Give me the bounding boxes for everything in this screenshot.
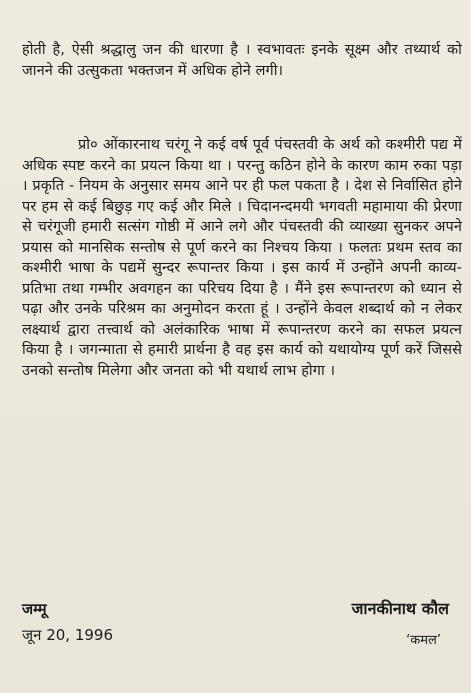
paragraph-main: प्रो० ओंकारनाथ चरंगू ने कई वर्ष पूर्व पंचस्तवी के अर्थ को कश्मीरी पद्य में अधिक स्पष्ट करने का प्रयत्न किया था । परन्तु कठिन होने के कारण काम रुका पड़ा । प्रकृति - नियम के अनुसार समय आने पर ही फल पकता है । देश से निर्वासित होने पर हम से कई बिछुड़ गए कई और मिले । चिदानन्दमयी भगवती महामाया की प्रेरणा से चरंगूजी हमारी सत्संग गोष्ठी में आने लगे और पंचस्तवी की व्याख्या सुनकर अपने प्रयास को मानसिक सन्तोष से पूर्ण करने का निश्चय किया । फलतः प्रथम स्तव का कश्मीरी भाषा के पद्यमें सुन्दर रूपान्तर किया । इस कार्य में उन्होंने अपनी काव्य-प्रतिभा तथा गम्भीर अवगहन का परिचय दिया है । मैंने इस रूपान्तरण को ध्यान से पढ़ा और उनके परिश्रम का अनुमोदन करता हूं । उन्होंने केवल शब्दार्थ को न लेकर लक्ष्यार्थ द्वारा तत्त्वार्थ को अलंकारिक भाषा में रूपान्तरण करने का सफल प्रयत्न किया है । जगन्माता से हमारी प्रार्थना है वह इस कार्य को यथायोग्य पूर्ण करें जिससे उनको सन्तोष मिलेगा और जनता को भी यथार्थ लाभ होगा । (22, 137, 462, 379)
signature-place: जम्मू (22, 600, 47, 618)
signature-date: जून 20, 1996 (22, 626, 114, 644)
signature-name: जानकीनाथ कौल (351, 599, 449, 618)
signature-pen-name: ‘कमल’ (406, 633, 441, 648)
paragraph-intro: होती है, ऐसी श्रद्धालु जन की धारणा है । स्वभावतः इनके सूक्ष्म और तथ्यार्थ को जानने की उत्सुकता भक्तजन में अधिक होने लगी। (22, 42, 462, 79)
